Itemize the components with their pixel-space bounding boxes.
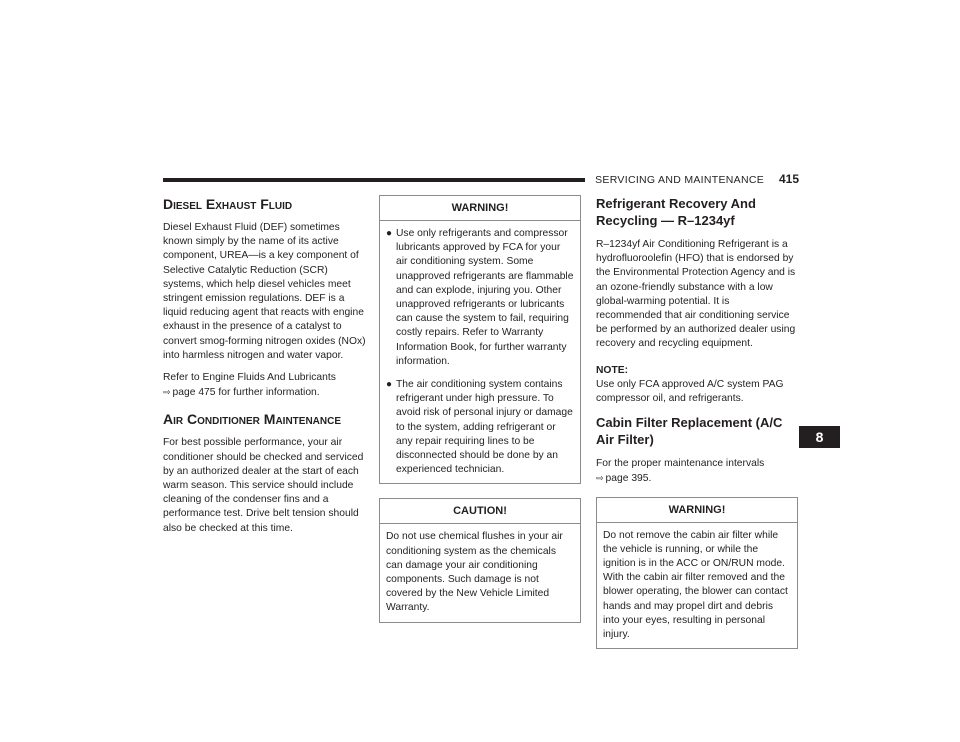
note [596,364,798,407]
cabin-ref-link[interactable] [596,473,651,484]
warning-body: Do not remove the cabin air filter while the vehicle is running, or while the ignition is in the ACC or ON/RUN mode. With the cabin air filter removed and the blower operating, the blower can contact hands and may propel dirt and debris into your eyes, resulting in personal injury. [603,529,788,641]
caution-box [379,498,581,622]
warning-title: WARNING! [597,498,797,523]
def-body: Diesel Exhaust Fluid (DEF) sometimes known simply by the name of its active component, UREA—is a key component of Selective Catalytic Reduction (SCR) systems, which help diesel vehicles meet stringent emission regulations. DEF is a liquid reducing agent that reacts with engine exhaust in the presence of a catalyst to convert smog-forming nitrogen oxides (NOx) into harmless nitrogen and water vapor. [163,222,366,361]
running-header [585,170,799,188]
column-middle [379,195,581,623]
def-heading: Diesel Exhaust Fluid [163,196,293,212]
warning-box-refrigerants [379,195,581,484]
refrigerant-heading: Refrigerant Recovery And Recycling — R–1234yf [596,196,756,228]
warning-list-item: ● The air conditioning system contains refrigerant under high pressure. To avoid risk of personal injury or damage to the system, adding refrigerant or any repair requiring lines to be disconnected should be done by an experienced technician. [386,379,573,476]
warning-list-item: ● Use only refrigerants and compressor lubricants approved by FCA for your air conditioning system. Some unapproved refrigerants are flammable and can explode, injuring you. Other unapproved refrigerants or lubricants can cause the system to fail, requiring costly repairs. Refer to Warranty Information Book, for further warranty information. [386,228,574,367]
def-ref-line1: Refer to Engine Fluids And Lubricants [163,372,336,384]
note-label: NOTE: [596,364,629,376]
cabin-ref-line1: For the proper maintenance intervals [596,458,765,470]
page-reference-icon: ⇨ [596,473,604,484]
refrigerant-body: R–1234yf Air Conditioning Refrigerant is a hydrofluoroolefin (HFO) that is endorsed by the Environmental Protection Agency and is an ozone-friendly substance with a low global-warming potential. It is recommended that air conditioning service be performed by an authorized dealer using recovery and recycling equipment. [596,239,796,350]
bullet-icon: ● [386,228,393,239]
cabin-ref-line2: page 395. [605,473,652,485]
column-right [596,195,798,649]
warning-title: WARNING! [380,196,580,221]
def-reference [163,371,367,400]
section-title: SERVICING AND MAINTENANCE [595,174,765,186]
page-reference-icon: ⇨ [163,387,171,398]
def-ref-line2: page 475 for further information. [172,387,320,399]
warning-box-cabin-filter [596,497,798,650]
cabin-filter-heading: Cabin Filter Replacement (A/C Air Filter) [596,415,783,448]
ac-body: For best possible performance, your air conditioner should be checked and serviced by an authorized dealer at the start of each warm season. This service should include cleaning of the condenser fins and a performance test. Drive belt tension should also be checked at this time. [163,437,364,534]
caution-title: CAUTION! [380,499,580,524]
def-ref-link[interactable] [163,387,320,398]
cabin-reference [596,457,798,486]
page-number: 415 [778,172,799,186]
column-left [163,195,367,544]
caution-body: Do not use chemical flushes in your air conditioning system as the chemicals can damage your air conditioning components. Such damage is not covered by the New Vehicle Limited Warranty. [386,531,563,614]
note-body: Use only FCA approved A/C system PAG compressor oil, and refrigerants. [596,378,784,405]
ac-heading: Air Conditioner Maintenance [163,411,341,428]
bullet-icon: ● [386,379,393,391]
chapter-tab: 8 [799,426,840,448]
